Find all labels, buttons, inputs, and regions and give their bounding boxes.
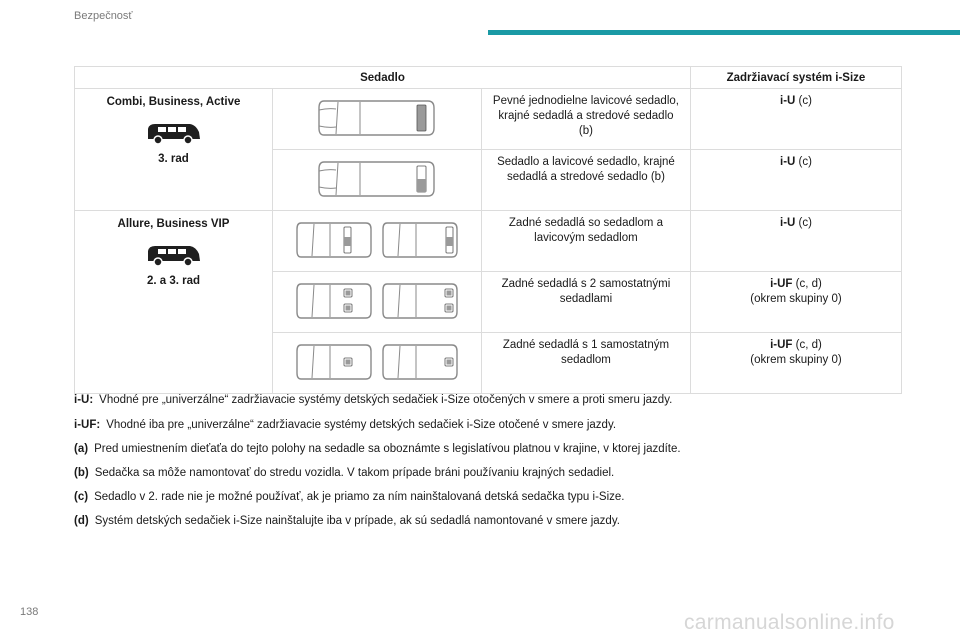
seat-layout-diagram <box>316 157 438 201</box>
system-code: i-U <box>780 217 796 229</box>
system-note-ref: (c) <box>795 156 812 168</box>
footnote-key: (a) <box>74 443 89 455</box>
row-label: 3. rad <box>158 153 189 165</box>
van-icon <box>144 121 202 145</box>
seat-description: Zadné sedadlá s 1 samostatným sedadlom <box>481 333 690 394</box>
column-header-seat: Sedadlo <box>75 67 691 89</box>
van-icon <box>144 243 202 267</box>
footnote <box>74 515 620 527</box>
seat-layout-diagram <box>294 218 374 262</box>
footnote-key: i-UF: <box>74 419 101 431</box>
section-title: Bezpečnosť <box>74 10 133 22</box>
seat-diagram-cell <box>272 333 481 394</box>
row-label: 2. a 3. rad <box>146 275 200 287</box>
footnote <box>74 491 624 503</box>
footnote-text: Sedadlo v 2. rade nie je možné používať, ak je priamo za ním nainštalovaná detská sedačka typu i-Size. <box>94 491 625 503</box>
seat-compatibility-table <box>74 66 902 394</box>
footnote-key: (c) <box>74 491 89 503</box>
footnote-key: (d) <box>74 515 89 527</box>
seat-description: Pevné jednodielne lavicové sedadlo, krajné sedadlá a stredové sedadlo (b) <box>481 89 690 150</box>
seat-layout-diagram <box>380 340 460 384</box>
model-names: Combi, Business, Active <box>106 96 241 108</box>
seat-description: Zadné sedadlá s 2 samostatnými sedadlami <box>481 272 690 333</box>
footnote-text: Pred umiestnením dieťaťa do tejto polohy na sedadle sa oboznámte s legislatívou platnou v krajine, v ktorej jazdíte. <box>94 443 681 455</box>
system-cell <box>690 333 901 394</box>
footnote-text: Vhodné iba pre „univerzálne“ zadržiavacie systémy detských sedačiek i-Size otočené v smere jazdy. <box>106 419 617 431</box>
system-note-ref: (c) <box>795 217 812 229</box>
watermark: carmanualsonline.info <box>684 611 895 634</box>
seat-description: Sedadlo a lavicové sedadlo, krajné sedadlá a stredové sedadlo (b) <box>481 150 690 211</box>
model-names: Allure, Business VIP <box>117 218 230 230</box>
system-cell <box>690 89 901 150</box>
system-exception: (okrem skupiny 0) <box>750 354 842 366</box>
system-cell <box>690 272 901 333</box>
seat-layout-diagram <box>380 279 460 323</box>
footnote <box>74 419 616 431</box>
system-code: i-U <box>780 95 796 107</box>
system-code: i-UF <box>770 339 793 351</box>
system-cell <box>690 150 901 211</box>
footnote-text: Systém detských sedačiek i-Size nainštalujte iba v prípade, ak sú sedadlá namontované v smere jazdy. <box>94 515 620 527</box>
footnote <box>74 467 614 479</box>
model-group-1 <box>75 89 273 211</box>
footnote-key: i-U: <box>74 394 94 406</box>
model-group-2 <box>75 211 273 394</box>
seat-layout-diagram <box>316 96 438 140</box>
seat-layout-diagram <box>294 279 374 323</box>
seat-diagram-cell <box>272 211 481 272</box>
header-accent-bar <box>488 30 960 35</box>
footnote-text: Sedačka sa môže namontovať do stredu vozidla. V takom prípade bráni používaniu krajných sedadiel. <box>94 467 615 479</box>
system-code: i-UF <box>770 278 793 290</box>
footnote-text: Vhodné pre „univerzálne“ zadržiavacie systémy detských sedačiek i-Size otočených v smere a proti smeru jazdy. <box>99 394 673 406</box>
column-header-system: Zadržiavací systém i-Size <box>690 67 901 89</box>
seat-diagram-cell <box>272 89 481 150</box>
seat-diagram-cell <box>272 150 481 211</box>
system-code: i-U <box>780 156 796 168</box>
seat-description: Zadné sedadlá so sedadlom a lavicovým sedadlom <box>481 211 690 272</box>
footnote <box>74 394 672 406</box>
seat-layout-diagram <box>380 218 460 262</box>
system-cell <box>690 211 901 272</box>
seat-diagram-cell <box>272 272 481 333</box>
footnote <box>74 443 681 455</box>
system-exception: (okrem skupiny 0) <box>750 293 842 305</box>
footnote-key: (b) <box>74 467 89 479</box>
page-number: 138 <box>20 606 39 618</box>
system-note-ref: (c, d) <box>792 278 822 290</box>
seat-layout-diagram <box>294 340 374 384</box>
system-note-ref: (c, d) <box>792 339 822 351</box>
system-note-ref: (c) <box>795 95 812 107</box>
